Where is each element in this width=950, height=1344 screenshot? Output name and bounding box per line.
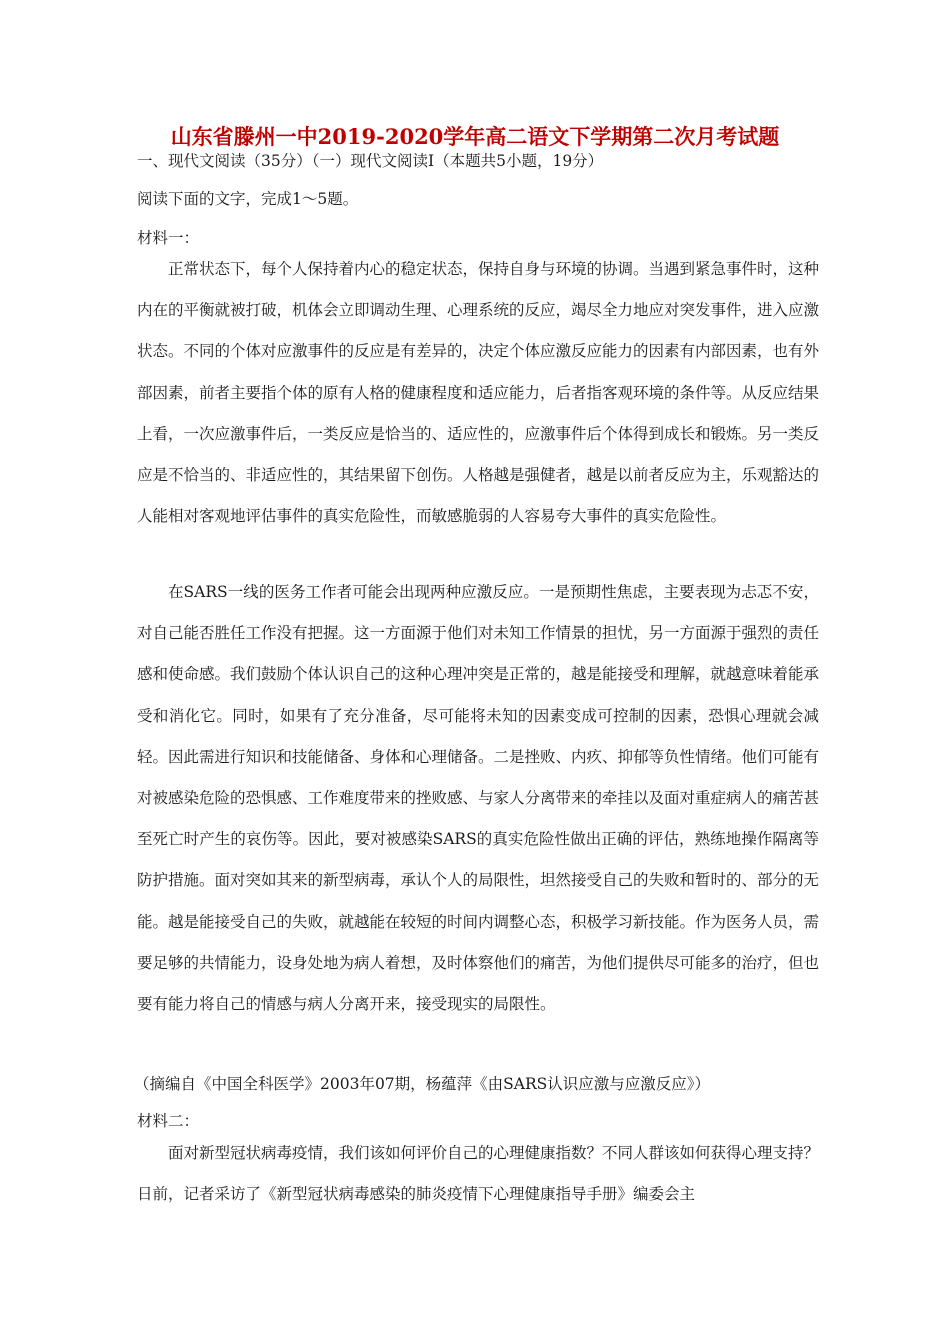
material-one-paragraph-1: 正常状态下，每个人保持着内心的稳定状态，保持自身与环境的协调。当遇到紧急事件时，这种内在的平衡就被打破，机体会立即调动生理、心理系统的反应，竭尽全力地应对突发事件，进入应激状态。不同的个体对应激事件的反应是有差异的，决定个体应激反应能力的因素有内部因素，也有外部因素，前者主要指个体的原有人格的健康程度和适应能力，后者指客观环境的条件等。从反应结果上看，一次应激事件后，一类反应是恰当的、适应性的，应激事件后个体得到成长和锻炼。另一类反应是不恰当的、非适应性的，其结果留下创伤。人格越是强健者，越是以前者反应为主，乐观豁达的人能相对客观地评估事件的真实危险性，而敏感脆弱的人容易夸大事件的真实危险性。 [137, 260, 820, 526]
material-one-label: 材料一： [137, 229, 200, 247]
reading-instruction: 阅读下面的文字，完成1～5题。 [137, 190, 359, 208]
material-one-source: （摘编自《中国全科医学》2003年07期，杨蕴萍《由SARS认识应激与应激反应》） [134, 1075, 711, 1093]
material-two-paragraph-1: 面对新型冠状病毒疫情，我们该如何评价自己的心理健康指数？不同人群该如何获得心理支持？日前，记者采访了《新型冠状病毒感染的肺炎疫情下心理健康指导手册》编委会主 [137, 1144, 820, 1204]
material-two-label: 材料二： [137, 1112, 200, 1130]
document-title: 山东省滕州一中2019-2020学年高二语文下学期第二次月考试题 [170, 124, 780, 149]
material-one-paragraph-2: 在SARS一线的医务工作者可能会出现两种应激反应。一是预期性焦虑，主要表现为忐忑不安，对自己能否胜任工作没有把握。这一方面源于他们对未知工作情景的担忧，另一方面源于强烈的责任感和使命感。我们鼓励个体认识自己的这种心理冲突是正常的，越是能接受和理解，就越意味着能承受和消化它。同时，如果有了充分准备，尽可能将未知的因素变成可控制的因素，恐惧心理就会减轻。因此需进行知识和技能储备、身体和心理储备。二是挫败、内疚、抑郁等负性情绪。他们可能有对被感染危险的恐惧感、工作难度带来的挫败感、与家人分离带来的牵挂以及面对重症病人的痛苦甚至死亡时产生的哀伤等。因此，要对被感染SARS的真实危险性做出正确的评估，熟练地操作隔离等防护措施。面对突如其来的新型病毒，承认个人的局限性，坦然接受自己的失败和暂时的、部分的无能。越是能接受自己的失败，就越能在较短的时间内调整心态，积极学习新技能。作为医务人员，需要足够的共情能力，设身处地为病人着想，及时体察他们的痛苦，为他们提供尽可能多的治疗，但也要有能力将自己的情感与病人分离开来，接受现实的局限性。 [137, 583, 820, 1014]
section-heading: 一、现代文阅读（35分）（一）现代文阅读Ⅰ（本题共5小题，19分） [137, 152, 604, 170]
